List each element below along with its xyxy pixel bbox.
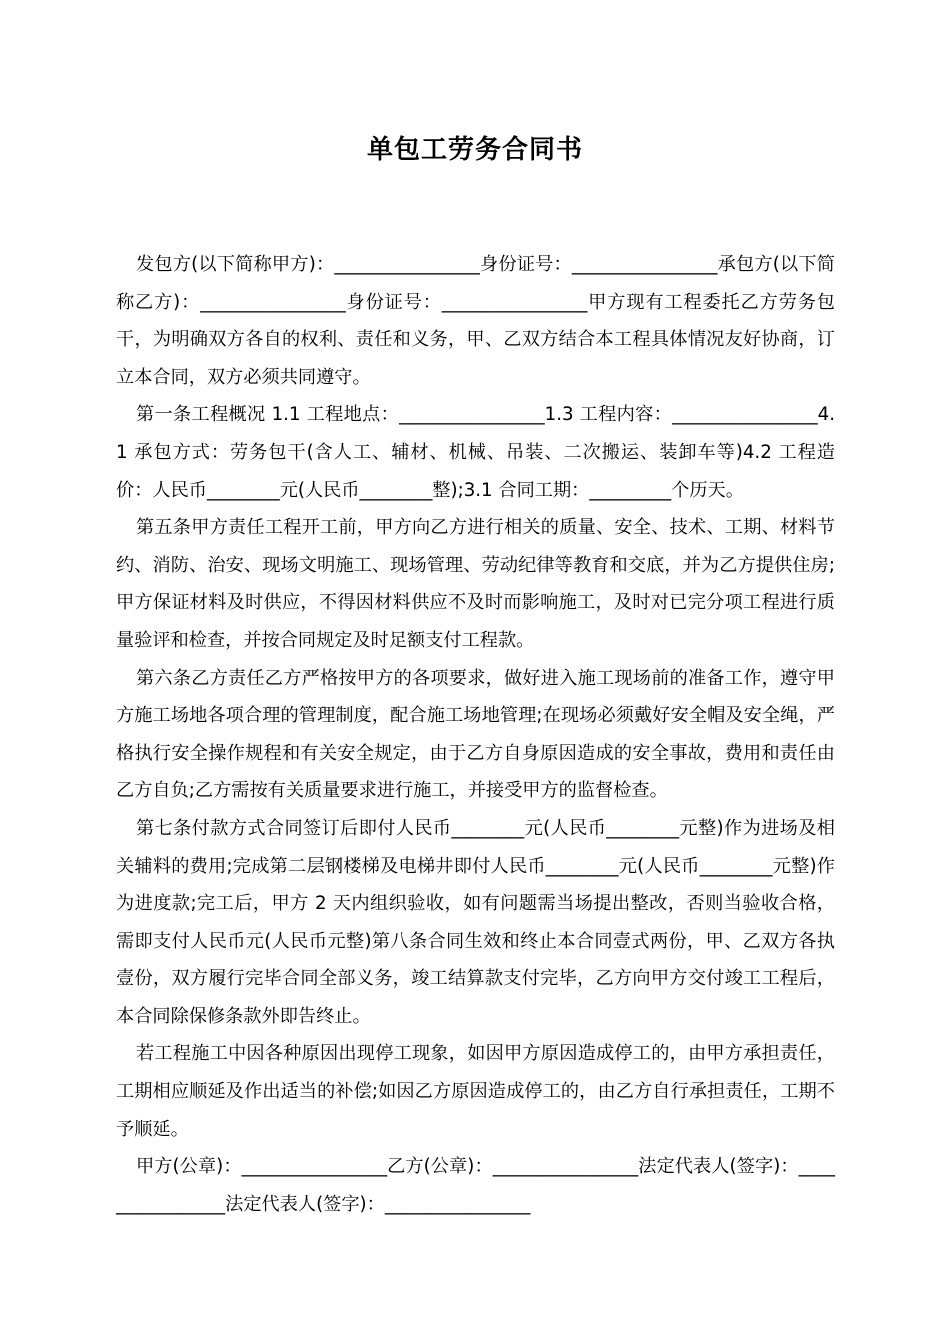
paragraph-parties: 发包方(以下简称甲方)：________________身份证号：________________承包方(以下简称乙方)：________________身份证号：________________甲方现有工程委托乙方劳务包干，为明确双方各自的权利、责任和义务，甲、乙双方结合本工程具体情况友好协商，订立本合同，双方必须共同遵守。 [116, 254, 835, 388]
paragraph-article-1: 第一条工程概况 1.1 工程地点：________________1.3 工程内容：________________4.1 承包方式：劳务包干(含人工、辅材、机械、吊装、二次搬运、装卸车等)4.2 工程造价：人民币________元(人民币________整);3.1 合同工期：_________个历天。 [116, 404, 835, 501]
paragraph-article-5: 第五条甲方责任工程开工前，甲方向乙方进行相关的质量、安全、技术、工期、材料节约、消防、治安、现场文明施工、现场管理、劳动纪律等教育和交底，并为乙方提供住房;甲方保证材料及时供应，不得因材料供应不及时而影响施工，及时对已完分项工程进行质量验评和检查，并按合同规定及时足额支付工程款。 [116, 517, 835, 651]
document-body [116, 246, 835, 1223]
paragraph-work-stoppage: 若工程施工中因各种原因出现停工现象，如因甲方原因造成停工的，由甲方承担责任，工期相应顺延及作出适当的补偿;如因乙方原因造成停工的，由乙方自行承担责任，工期不予顺延。 [116, 1043, 835, 1140]
document-title: 单包工劳务合同书 [366, 135, 583, 165]
paragraph-article-7: 第七条付款方式合同签订后即付人民币________元(人民币________元整)作为进场及相关辅料的费用;完成第二层钢楼梯及电梯井即付人民币________元(人民币________元整)作为进度款;完工后，甲方 2 天内组织验收，如有问题需当场提出整改，否则当验收合格，需即支付人民币元(人民币元整)第八条合同生效和终止本合同壹式两份，甲、乙双方各执壹份，双方履行完毕合同全部义务，竣工结算款支付完毕，乙方向甲方交付竣工工程后，本合同除保修条款外即告终止。 [116, 817, 835, 1027]
paragraph-signatures: 甲方(公章)：________________乙方(公章)：________________法定代表人(签字)：________________法定代表人(签字)：________________ [116, 1156, 835, 1215]
paragraph-article-6: 第六条乙方责任乙方严格按甲方的各项要求，做好进入施工现场前的准备工作，遵守甲方施工场地各项合理的管理制度，配合施工场地管理;在现场必须戴好安全帽及安全绳，严格执行安全操作规程和有关安全规定，由于乙方自身原因造成的安全事故，费用和责任由乙方自负;乙方需按有关质量要求进行施工，并接受甲方的监督检查。 [116, 667, 835, 802]
